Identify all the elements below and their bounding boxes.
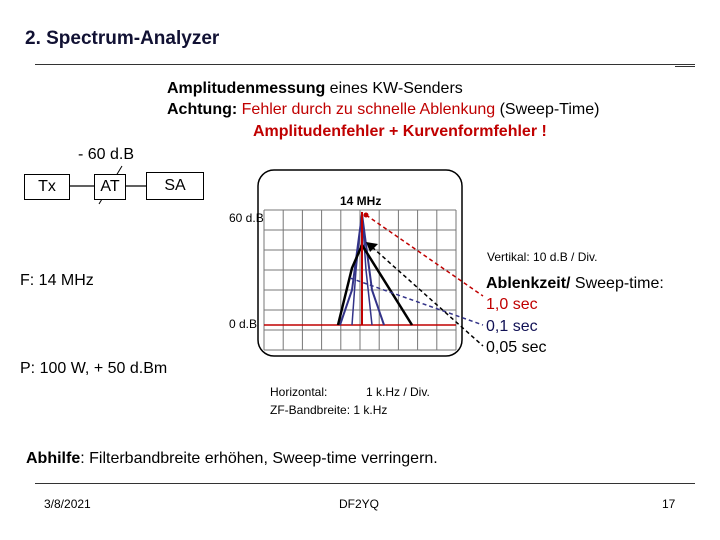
attenuator-block: AT xyxy=(94,174,126,200)
sweep-title-rest: Sweep-time: xyxy=(570,275,664,292)
horizontal-scale-value: 1 k.Hz / Div. xyxy=(366,385,430,399)
header-line-3: Amplitudenfehler + Kurvenformfehler ! xyxy=(253,123,547,140)
center-frequency-label: 14 MHz xyxy=(340,194,382,208)
sweep-title xyxy=(486,275,664,293)
remedy-bold: Abhilfe xyxy=(26,450,81,467)
footer-page-number: 17 xyxy=(662,497,676,511)
bottom-divider xyxy=(35,483,695,484)
transmitter-block: Tx xyxy=(24,174,70,200)
if-bandwidth: ZF-Bandbreite: 1 k.Hz xyxy=(270,403,388,417)
footer-author: DF2YQ xyxy=(339,497,380,511)
sweep-time-2: 0,1 sec xyxy=(486,318,538,335)
power-label: P: 100 W, + 50 d.Bm xyxy=(20,360,168,377)
sweep-time-3: 0,05 sec xyxy=(486,339,547,356)
footer-date: 3/8/2021 xyxy=(44,497,91,511)
sweep-title-bold: Ablenkzeit/ xyxy=(486,275,571,292)
ref-level-bottom: 0 d.B xyxy=(229,317,258,331)
header-rest-1: eines KW-Senders xyxy=(325,80,463,97)
remedy-rest: : Filterbandbreite erhöhen, Sweep-time verringern. xyxy=(80,450,438,467)
header-rest-2: (Sweep-Time) xyxy=(495,101,600,118)
attenuation-label: - 60 d.B xyxy=(78,146,135,163)
pointer-1s-end xyxy=(364,213,369,218)
header-bold-measurement: Amplitudenmessung xyxy=(167,80,326,97)
remedy-text xyxy=(26,450,438,468)
header-bold-warning: Achtung: xyxy=(167,101,238,118)
ref-level-top: 60 d.B xyxy=(229,211,264,225)
horizontal-scale-label: Horizontal: xyxy=(270,385,328,399)
spectrum-analyzer-block: SA xyxy=(146,172,204,200)
sweep-time-1: 1,0 sec xyxy=(486,296,538,313)
header-warning-text: Fehler durch zu schnelle Ablenkung xyxy=(237,101,496,118)
slide-title: 2. Spectrum-Analyzer xyxy=(25,28,220,49)
frequency-label: F: 14 MHz xyxy=(20,272,94,289)
vertical-scale: Vertikal: 10 d.B / Div. xyxy=(487,250,598,264)
